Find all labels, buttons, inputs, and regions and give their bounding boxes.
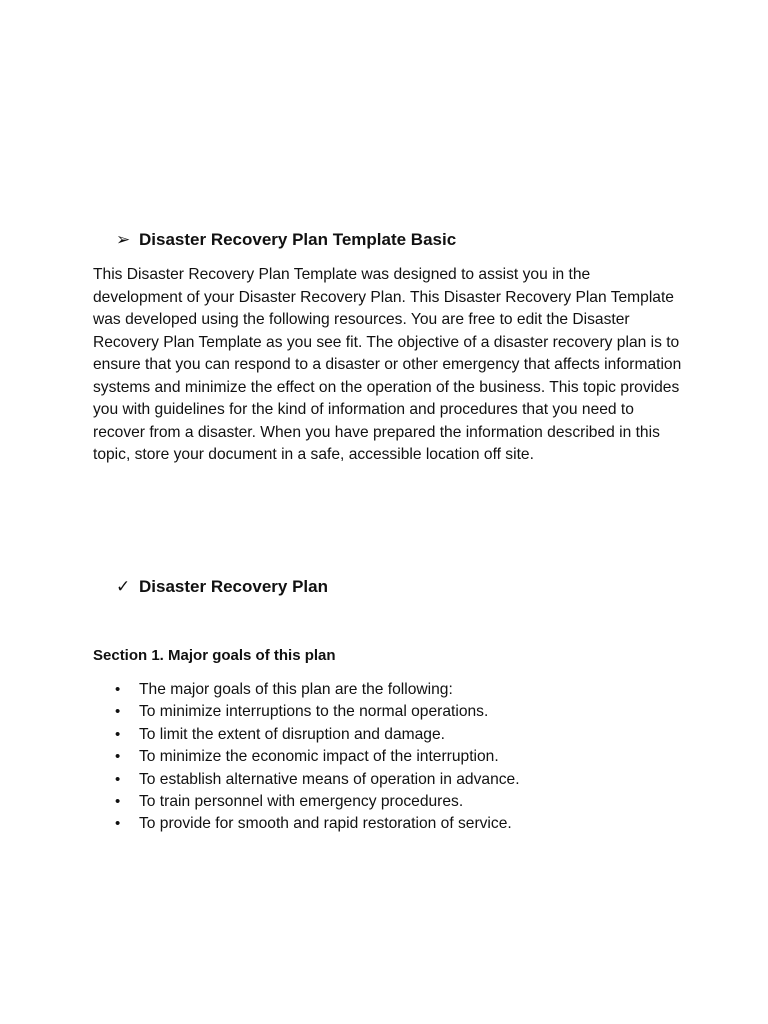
list-item-text: The major goals of this plan are the following: [139, 681, 453, 698]
list-item-text: To limit the extent of disruption and damage. [139, 725, 445, 743]
bullet-icon: • [115, 725, 121, 743]
heading-text: Disaster Recovery Plan Template Basic [139, 230, 457, 249]
bullet-icon: • [115, 793, 121, 811]
bullet-icon: • [115, 703, 121, 721]
section-1-title: Section 1. Major goals of this plan [93, 647, 336, 664]
list-item-text: To train personnel with emergency procedures. [139, 793, 464, 811]
heading-disaster-recovery-plan [116, 576, 328, 598]
list-item [93, 746, 520, 768]
list-item-text: To establish alternative means of operation in advance. [139, 770, 520, 788]
list-item [93, 679, 520, 701]
list-item-text: To provide for smooth and rapid restoration of service. [139, 815, 512, 833]
list-item [93, 813, 520, 835]
checkmark-bullet-icon: ✓ [116, 577, 131, 596]
bullet-icon: • [115, 770, 121, 788]
intro-paragraph: This Disaster Recovery Plan Template was designed to assist you in the development of your Disaster Recovery Plan. This Disaster Recovery Plan Template was developed using the following resources. You are free to edit the Disaster Recovery Plan Template as you see fit. The objective of a disaster recovery plan is to ensure that you can respond to a disaster or other emergency that affects information systems and minimize the effect on the operation of the business. This topic provides you with guidelines for the kind of information and procedures that you need to recover from a disaster. When you have prepared the information described in this topic, store your document in a safe, accessible location off site. [93, 266, 682, 463]
goals-list [93, 679, 520, 836]
arrow-bullet-icon: ➢ [116, 230, 131, 249]
list-item-text: To minimize the economic impact of the interruption. [139, 748, 499, 766]
list-item-text: To minimize interruptions to the normal operations. [139, 703, 489, 721]
bullet-icon: • [115, 748, 121, 766]
bullet-icon: • [115, 681, 121, 698]
list-item [93, 791, 520, 813]
bullet-icon: • [115, 815, 121, 833]
heading-template-basic [116, 229, 456, 251]
list-item [93, 769, 520, 791]
list-item [93, 724, 520, 746]
list-item [93, 701, 520, 723]
heading-text: Disaster Recovery Plan [139, 577, 328, 596]
